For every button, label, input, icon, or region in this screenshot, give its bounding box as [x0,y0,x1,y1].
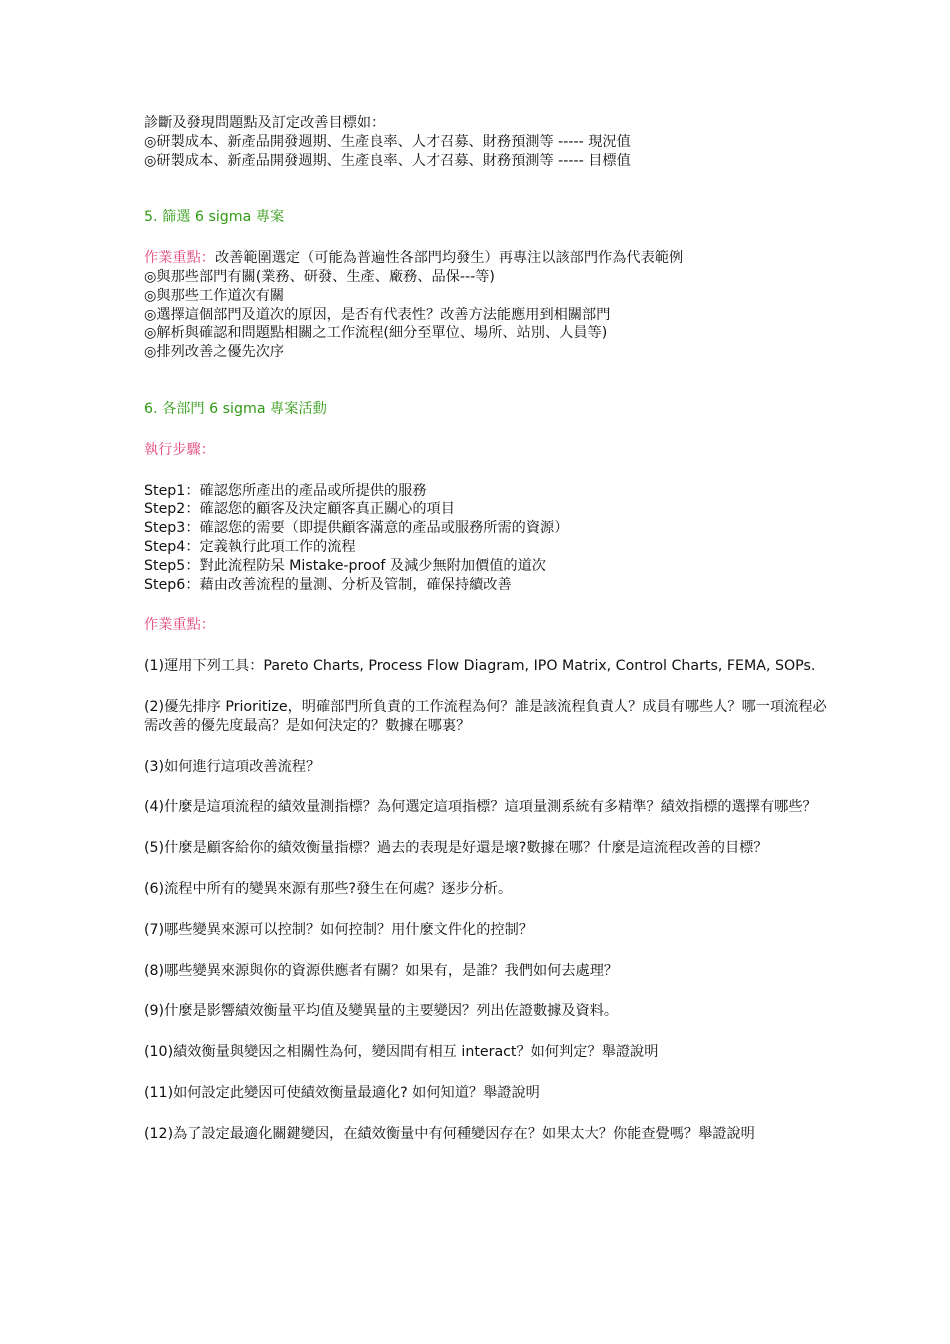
point-item: (8)哪些變異來源與你的資源供應者有關？如果有，是誰？我們如何去處理？ [144,962,619,979]
step-item: Step1：確認您所產出的產品或所提供的服務 [144,482,427,499]
section-5-heading: 5. 篩選 6 sigma 專案 [144,209,285,226]
step-item: Step2：確認您的顧客及決定顧客真正關心的項目 [144,501,455,518]
point-item: (1)運用下列工具：Pareto Charts, Process Flow Diagram, IPO Matrix, Control Charts, FEMA, SOPs. [144,658,816,675]
point-item: (9)什麼是影響績效衡量平均值及變異量的主要變因？列出佐證數據及資料。 [144,1003,619,1020]
step-item: Step4：定義執行此項工作的流程 [144,538,356,555]
key-point-label: 作業重點： [144,250,215,267]
step-item: Step6：藉由改善流程的量測、分析及管制，確保持續改善 [144,576,512,593]
point-item: (10)績效衡量與變因之相關性為何，變因間有相互 interact？如何判定？舉證說明 [144,1044,659,1061]
steps-label: 執行步驟： [144,441,215,458]
section-6-heading: 6. 各部門 6 sigma 專案活動 [144,400,327,417]
point-item: (11)如何設定此變因可使績效衡量最適化? 如何知道？舉證說明 [144,1084,540,1101]
step-item: Step3：確認您的需要（即提供顧客滿意的產品或服務所需的資源） [144,520,569,537]
point-item: (7)哪些變異來源可以控制？如何控制？用什麼文件化的控制？ [144,921,533,938]
section-5-item: ◎與那些部門有關(業務、研發、生產、廠務、品保---等) [144,268,495,285]
section-5-item: ◎與那些工作道次有關 [144,287,285,304]
point-item: (4)什麼是這項流程的績效量測指標？為何選定這項指標？這項量測系統有多精準？績效指標的選擇有哪些？ [144,799,817,816]
intro-line-3: ◎研製成本、新產品開發週期、生產良率、人才召募、財務預測等 ----- 目標值 [144,152,631,169]
section-5 [144,208,834,362]
section-5-key-point [144,249,834,268]
point-item: (12)為了設定最適化關鍵變因，在績效衡量中有何種變因存在？如果太大？你能查覺嗎？舉證說明 [144,1125,755,1142]
section-5-item: ◎選擇這個部門及道次的原因，是否有代表性？改善方法能應用到相關部門 [144,306,611,323]
point-item: (6)流程中所有的變異來源有那些?發生在何處？逐步分析。 [144,880,513,897]
section-5-item: ◎解析與確認和問題點相關之工作流程(細分至單位、場所、站別、人員等) [144,325,608,342]
point-item: (2)優先排序 Prioritize，明確部門所負責的工作流程為何？誰是該流程負責人？成員有哪些人？哪一項流程必需改善的優先度最高？是如何決定的？數據在哪裏？ [144,698,827,734]
points-label: 作業重點： [144,617,215,634]
intro-line-2: ◎研製成本、新產品開發週期、生產良率、人才召募、財務預測等 ----- 現況值 [144,133,631,150]
document-body [144,114,834,1144]
intro-block [144,114,834,170]
key-point-text: 改善範圍選定（可能為普遍性各部門均發生）再專注以該部門作為代表範例 [214,250,684,267]
section-5-item: ◎排列改善之優先次序 [144,344,285,361]
point-item: (3)如何進行這項改善流程？ [144,758,321,775]
section-6 [144,400,834,1144]
point-item: (5)什麼是顧客給你的績效衡量指標？過去的表現是好還是壞?數據在哪？什麼是這流程改善的目標？ [144,840,768,857]
step-item: Step5：對此流程防呆 Mistake-proof 及減少無附加價值的道次 [144,557,546,574]
intro-line-1: 診斷及發現問題點及訂定改善目標如： [144,115,386,131]
